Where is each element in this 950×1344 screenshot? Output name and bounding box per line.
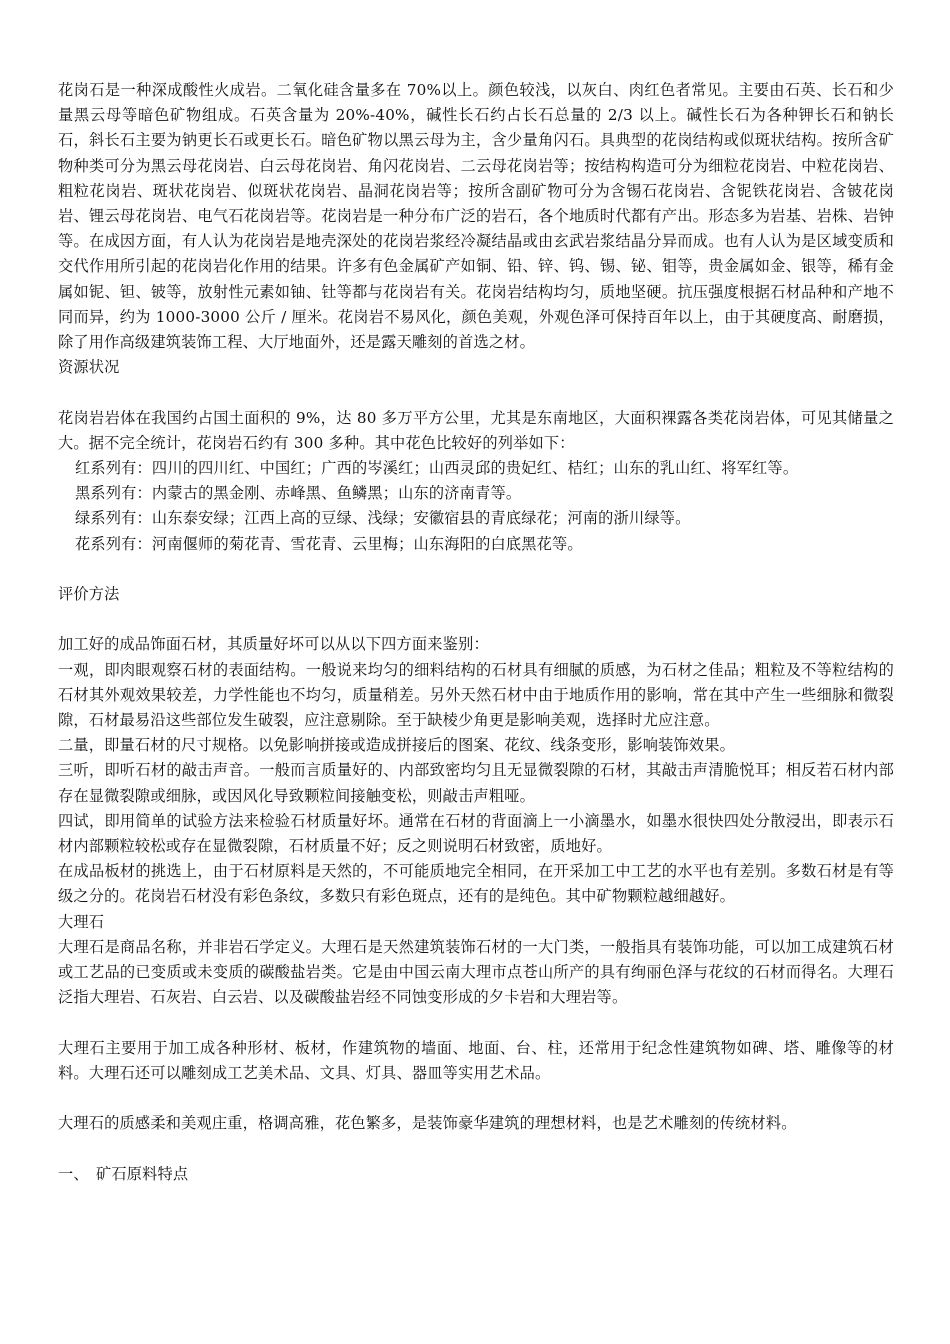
method-look-paragraph: 一观，即肉眼观察石材的表面结构。一般说来均匀的细料结构的石材具有细腻的质感，为石材之佳品；粗粒及不等粒结构的石材其外观效果较差，力学性能也不均匀，质量稍差。另外天然石材中由于地质作用的影响，常在其中产生一些细脉和微裂隙，石材最易沿这些部位发生破裂，应注意剔除。至于缺棱少角更是影响美观，选择时尤应注意。 [58, 660, 894, 730]
method-listen-paragraph: 三听，即听石材的敲击声音。一般而言质量好的、内部致密均匀且无显微裂隙的石材，其敲击声清脆悦耳；相反若石材内部存在显微裂隙或细脉，或因风化导致颗粒间接触变松，则敲击声粗哑。 [58, 761, 894, 805]
method-measure-paragraph: 二量，即量石材的尺寸规格。以免影响拼接或造成拼接后的图案、花纹、线条变形，影响装饰效果。 [58, 736, 736, 755]
marble-quality-paragraph: 大理石的质感柔和美观庄重，格调高雅，花色繁多，是装饰豪华建筑的理想材料，也是艺术雕刻的传统材料。 [58, 1114, 797, 1133]
evaluation-intro: 加工好的成品饰面石材，其质量好坏可以从以下四方面来鉴别： [58, 635, 489, 654]
blank-line [58, 1086, 894, 1111]
marble-intro-paragraph: 大理石是商品名称，并非岩石学定义。大理石是天然建筑装饰石材的一大门类，一般指具有装饰功能，可以加工成建筑石材或工艺品的已变质或未变质的碳酸盐岩类。它是由中国云南大理市点苍山所产的具有绚丽色泽与花纹的石材而得名。大理石泛指大理岩、石灰岩、白云岩、以及碳酸盐岩经不同蚀变形成的夕卡岩和大理岩等。 [58, 937, 894, 1007]
marble-usage-paragraph: 大理石主要用于加工成各种形材、板材，作建筑物的墙面、地面、台、柱，还常用于纪念性建筑物如碑、塔、雕像等的材料。大理石还可以雕刻成工艺美术品、文具、灯具、器皿等实用艺术品。 [58, 1038, 894, 1082]
method-test-paragraph: 四试，即用简单的试验方法来检验石材质量好坏。通常在石材的背面滴上一小滴墨水，如墨水很快四处分散浸出，即表示石材内部颗粒较松或存在显微裂隙，石材质量不好；反之则说明石材致密，质地好。 [58, 811, 894, 856]
section-one-heading [58, 1162, 894, 1187]
marble-heading: 大理石 [58, 912, 105, 931]
black-series-line: 黑系列有：内蒙古的黑金刚、赤峰黑、鱼鳞黑；山东的济南青等。 [75, 484, 522, 503]
evaluation-heading: 评价方法 [58, 585, 120, 604]
red-series-line: 红系列有：四川的四川红、中国红；广西的岑溪红；山西灵邱的贵妃红、桔红；山东的乳山红、将军红等。 [75, 459, 799, 478]
blank-line [58, 557, 894, 582]
blank-line [58, 1010, 894, 1035]
green-series-line: 绿系列有：山东泰安绿；江西上高的豆绿、浅绿；安徽宿县的青底绿花；河南的浙川绿等。 [75, 509, 691, 528]
flower-series-line: 花系列有：河南偃师的菊花青、雪花青、云里梅；山东海阳的白底黑花等。 [75, 534, 583, 553]
resources-paragraph: 花岗岩岩体在我国约占国土面积的 9%，达 80 多万平方公里，尤其是东南地区，大面积裸露各类花岗岩体，可见其储量之大。据不完全统计，花岗岩石约有 300 多种。其中花色比较好的列举如下： [58, 408, 894, 452]
granite-intro-paragraph: 花岗石是一种深成酸性火成岩。二氧化硅含量多在 70%以上。颜色较浅，以灰白、肉红色者常见。主要由石英、长石和少量黑云母等暗色矿物组成。石英含量为 20%-40%，碱性长石约占长石总量的 2/3 以上。碱性长石为各种钾长石和钠长石，斜长石主要为钠更长石或更长石。暗色矿物以黑云母为主，含少量角闪石。具典型的花岗结构或似斑状结构。按所含矿物种类可分为黑云母花岗岩、白云母花岗岩、角闪花岗岩、二云母花岗岩等；按结构构造可分为细粒花岗岩、中粒花岗岩、粗粒花岗岩、斑状花岗岩、似斑状花岗岩、晶洞花岗岩等；按所含副矿物可分为含锡石花岗岩、含铌铁花岗岩、含铍花岗岩、锂云母花岗岩、电气石花岗岩等。花岗岩是一种分布广泛的岩石，各个地质时代都有产出。形态多为岩基、岩株、岩钟等。在成因方面，有人认为花岗岩是地壳深处的花岗岩浆经冷凝结晶或由玄武岩浆结晶分异而成。也有人认为是区域变质和交代作用所引起的花岗岩化作用的结果。许多有色金属矿产如铜、铅、锌、钨、锡、铋、钼等，贵金属如金、银等，稀有金属如铌、钽、铍等，放射性元素如铀、钍等都与花岗岩有关。花岗岩结构均匀，质地坚硬。抗压强度根据石材品种和产地不同而异，约为 1000-3000 公斤 / 厘米。花岗岩不易风化，颜色美观，外观色泽可保持百年以上，由于其硬度高、耐磨损，除了用作高级建筑装饰工程、大厅地面外，还是露天雕刻的首选之材。 [58, 81, 894, 352]
blank-line [58, 380, 894, 405]
section-one-number: 一、 [58, 1164, 89, 1183]
section-one-title: 矿石原料特点 [96, 1164, 189, 1183]
blank-line [58, 1136, 894, 1161]
document-body [58, 78, 894, 1187]
blank-line [58, 607, 894, 632]
selection-paragraph: 在成品板材的挑选上，由于石材原料是天然的，不可能质地完全相同，在开采加工中工艺的水平也有差别。多数石材是有等级之分的。花岗岩石材没有彩色条纹，多数只有彩色斑点，还有的是纯色。其中矿物颗粒越细越好。 [58, 862, 894, 906]
resources-heading: 资源状况 [58, 358, 120, 377]
